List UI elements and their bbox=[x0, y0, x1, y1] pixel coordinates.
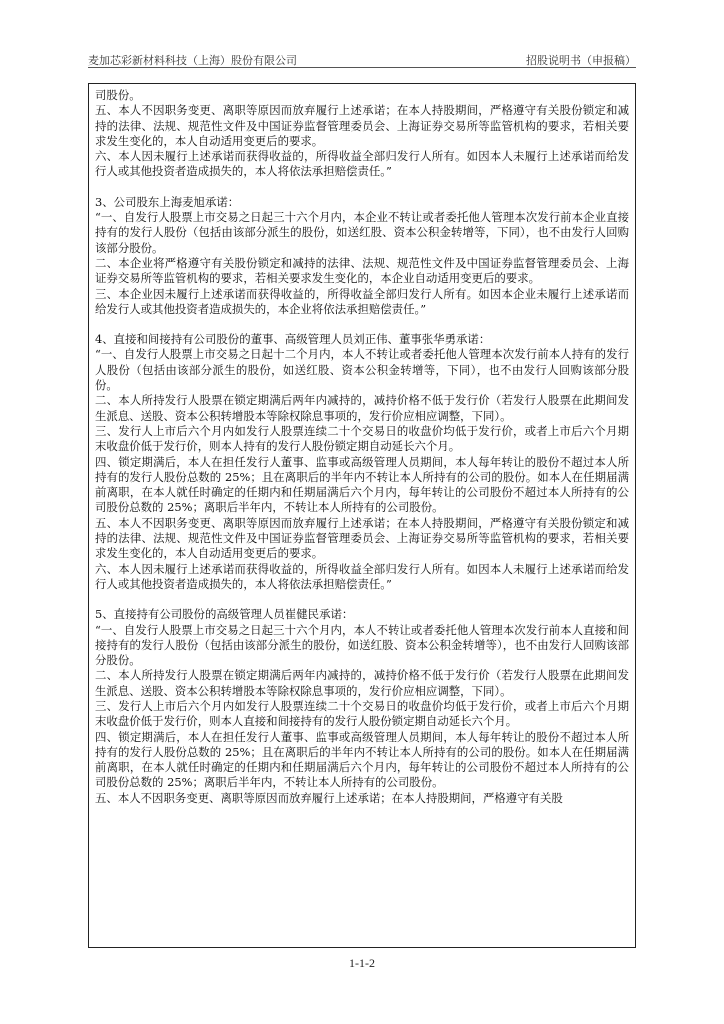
paragraph: 二、本人所持发行人股票在锁定期满后两年内减持的，减持价格不低于发行价（若发行人股票在此期间发生派息、送股、资本公积转增股本等除权除息事项的，发行价应相应调整，下同）。 bbox=[95, 668, 629, 698]
section-heading: 4、直接和间接持有公司股份的董事、高级管理人员刘正伟、董事张华勇承诺： bbox=[95, 332, 491, 347]
paragraph: 二、本人所持发行人股票在锁定期满后两年内减持的，减持价格不低于发行价（若发行人股票在此期间发生派息、送股、资本公积转增股本等除权除息事项的，发行价应相应调整，下同）。 bbox=[95, 393, 629, 423]
paragraph: “一、自发行人股票上市交易之日起三十六个月内，本企业不转让或者委托他人管理本次发行前本企业直接持有的发行人股份（包括由该部分派生的股份，如送红股、资本公积金转增等，下同），也不由发行人回购该部分股份。 bbox=[95, 210, 629, 255]
paragraph: 三、发行人上市后六个月内如发行人股票连续二十个交易日的收盘价均低于发行价，或者上市后六个月期末收盘价低于发行价，则本人持有的发行人股份锁定期自动延长六个月。 bbox=[95, 423, 629, 454]
paragraph: 三、发行人上市后六个月内如发行人股票连续二十个交易日的收盘价均低于发行价，或者上市后六个月期末收盘价低于发行价，则本人直接和间接持有的发行人股份锁定期自动延长六个月。 bbox=[95, 698, 629, 729]
company-name: 麦加芯彩新材料科技（上海）股份有限公司 bbox=[88, 54, 297, 67]
paragraph-gap bbox=[95, 180, 629, 195]
header-divider bbox=[88, 67, 636, 68]
section-heading: 5、直接持有公司股份的高级管理人员崔健民承诺： bbox=[95, 607, 354, 622]
paragraph: 五、本人不因职务变更、离职等原因而放弃履行上述承诺；在本人持股期间，严格遵守有关股份锁定和减持的法律、法规、规范性文件及中国证券监督管理委员会、上海证券交易所等监管机构的要求，若相关要求发生变化的，本人自动适用变更后的要求。 bbox=[95, 515, 629, 561]
paragraph-gap bbox=[95, 592, 629, 607]
paragraph: “一、自发行人股票上市交易之日起十二个月内，本人不转让或者委托他人管理本次发行前本人持有的发行人股份（包括由该部分派生的股份，如送红股、资本公积金转增等，下同），也不由发行人回购该部分股份。 bbox=[95, 347, 629, 393]
paragraph-gap bbox=[95, 317, 629, 332]
paragraph: 六、本人因未履行上述承诺而获得收益的，所得收益全部归发行人所有。如因本人未履行上述承诺而给发行人或其他投资者造成损失的，本人将依法承担赔偿责任。” bbox=[95, 561, 629, 591]
document-title: 招股说明书（申报稿） bbox=[526, 54, 636, 67]
paragraph: 二、本企业将严格遵守有关股份锁定和减持的法律、法规、规范性文件及中国证券监督管理委员会、上海证券交易所等监管机构的要求，若相关要求发生变化的，本企业自动适用变更后的要求。 bbox=[95, 255, 629, 286]
paragraph: 四、锁定期满后，本人在担任发行人董事、监事或高级管理人员期间，本人每年转让的股份不超过本人所持有的发行人股份总数的 25%；且在离职后的半年内不转让本人所持有的公司的股份。如本人在任期届满前离职，在本人就任时确定的任期内和任期届满后六个月内，每年转让的公司股份不超过本人所持有的公司股份总数的 25%；离职后半年内，不转让本人所持有的公司股份。 bbox=[95, 729, 629, 790]
content-box bbox=[88, 83, 636, 948]
paragraph: 五、本人不因职务变更、离职等原因而放弃履行上述承诺；在本人持股期间，严格遵守有关股 bbox=[95, 790, 563, 805]
section-heading: 3、公司股东上海麦旭承诺： bbox=[95, 194, 240, 209]
paragraph: 四、锁定期满后，本人在担任发行人董事、监事或高级管理人员期间，本人每年转让的股份不超过本人所持有的发行人股份总数的 25%；且在离职后的半年内不转让本人所持有的公司的股份。如本人在任期届满前离职，在本人就任时确定的任期内和任期届满后六个月内，每年转让的公司股份不超过本人所持有的公司股份总数的 25%；离职后半年内，不转让本人所持有的公司股份。 bbox=[95, 454, 629, 515]
page-number: 1-1-2 bbox=[349, 956, 375, 970]
paragraph: 三、本企业因未履行上述承诺而获得收益的，所得收益全部归发行人所有。如因本企业未履行上述承诺而给发行人或其他投资者造成损失的，本企业将依法承担赔偿责任。” bbox=[95, 286, 629, 316]
paragraph: 五、本人不因职务变更、离职等原因而放弃履行上述承诺；在本人持股期间，严格遵守有关股份锁定和减持的法律、法规、规范性文件及中国证券监督管理委员会、上海证券交易所等监管机构的要求，若相关要求发生变化的，本人自动适用变更后的要求。 bbox=[95, 103, 629, 148]
paragraph: 六、本人因未履行上述承诺而获得收益的，所得收益全部归发行人所有。如因本人未履行上述承诺而给发行人或其他投资者造成损失的，本人将依法承担赔偿责任。” bbox=[95, 149, 629, 179]
paragraph: 司股份。 bbox=[95, 88, 141, 102]
paragraph: “一、自发行人股票上市交易之日起三十六个月内，本人不转让或者委托他人管理本次发行前本人直接和间接持有的发行人股份（包括由该部分派生的股份，如送红股、资本公积金转增等），也不由发行人回购该部分股份。 bbox=[95, 622, 629, 668]
